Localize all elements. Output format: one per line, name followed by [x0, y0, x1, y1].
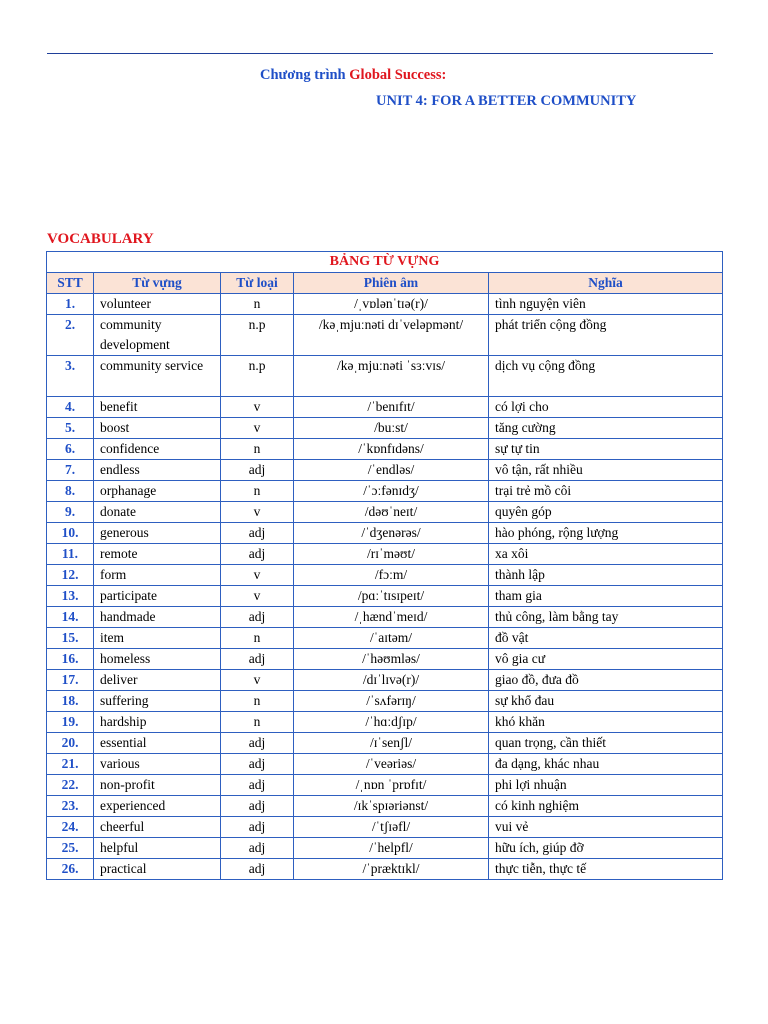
row-number: 26. [47, 859, 94, 880]
meaning: phát triển cộng đồng [489, 315, 723, 356]
vocab-word: experienced [94, 796, 221, 817]
phonetic-transcription: /ˈtʃɪəfl/ [294, 817, 489, 838]
part-of-speech: adj [221, 775, 294, 796]
part-of-speech: n [221, 712, 294, 733]
meaning: tăng cường [489, 418, 723, 439]
table-row [47, 859, 723, 880]
part-of-speech: n.p [221, 356, 294, 397]
part-of-speech: adj [221, 460, 294, 481]
row-number: 3. [47, 356, 94, 397]
phonetic-transcription: /ˌnɒn ˈprɒfɪt/ [294, 775, 489, 796]
row-number: 12. [47, 565, 94, 586]
unit-title: UNIT 4: FOR A BETTER COMMUNITY [376, 93, 637, 109]
table-row [47, 502, 723, 523]
table-row [47, 586, 723, 607]
table-row [47, 691, 723, 712]
row-number: 10. [47, 523, 94, 544]
table-row [47, 315, 723, 356]
meaning: dịch vụ cộng đồng [489, 356, 723, 397]
vocab-word: homeless [94, 649, 221, 670]
phonetic-transcription: /dɪˈlɪvə(r)/ [294, 670, 489, 691]
table-header-row [47, 273, 723, 294]
meaning: giao đồ, đưa đồ [489, 670, 723, 691]
meaning: hào phóng, rộng lượng [489, 523, 723, 544]
table-row [47, 838, 723, 859]
row-number: 1. [47, 294, 94, 315]
meaning: trại trẻ mồ côi [489, 481, 723, 502]
meaning: khó khăn [489, 712, 723, 733]
table-body [47, 294, 723, 880]
vocab-word: generous [94, 523, 221, 544]
vocab-word: community service [94, 356, 221, 397]
part-of-speech: adj [221, 859, 294, 880]
vocab-word: non-profit [94, 775, 221, 796]
table-row [47, 670, 723, 691]
table-row [47, 481, 723, 502]
vocabulary-table [46, 251, 723, 880]
vocab-word: orphanage [94, 481, 221, 502]
row-number: 17. [47, 670, 94, 691]
phonetic-transcription: /kəˌmjuːnəti dɪˈveləpmənt/ [294, 315, 489, 356]
meaning: phi lợi nhuận [489, 775, 723, 796]
table-row [47, 649, 723, 670]
table-row [47, 712, 723, 733]
meaning: xa xôi [489, 544, 723, 565]
vocab-word: various [94, 754, 221, 775]
program-prefix: Chương trình [260, 67, 350, 83]
row-number: 16. [47, 649, 94, 670]
phonetic-transcription: /ˈɔːfənɪdʒ/ [294, 481, 489, 502]
part-of-speech: n [221, 481, 294, 502]
column-header-ipa: Phiên âm [294, 273, 489, 294]
row-number: 8. [47, 481, 94, 502]
meaning: vô gia cư [489, 649, 723, 670]
row-number: 18. [47, 691, 94, 712]
part-of-speech: n [221, 691, 294, 712]
phonetic-transcription: /ˈpræktɪkl/ [294, 859, 489, 880]
row-number: 7. [47, 460, 94, 481]
part-of-speech: adj [221, 607, 294, 628]
row-number: 22. [47, 775, 94, 796]
meaning: sự tự tin [489, 439, 723, 460]
table-row [47, 544, 723, 565]
part-of-speech: n [221, 294, 294, 315]
table-row [47, 607, 723, 628]
phonetic-transcription: /ˈaɪtəm/ [294, 628, 489, 649]
row-number: 6. [47, 439, 94, 460]
vocab-word: essential [94, 733, 221, 754]
column-header-stt: STT [47, 273, 94, 294]
part-of-speech: adj [221, 796, 294, 817]
meaning: vui vẻ [489, 817, 723, 838]
table-row [47, 796, 723, 817]
vocab-word: boost [94, 418, 221, 439]
column-header-meaning: Nghĩa [489, 273, 723, 294]
table-row [47, 817, 723, 838]
vocab-word: confidence [94, 439, 221, 460]
meaning: thực tiễn, thực tế [489, 859, 723, 880]
row-number: 2. [47, 315, 94, 356]
meaning: đồ vật [489, 628, 723, 649]
table-row [47, 460, 723, 481]
vocab-word: benefit [94, 397, 221, 418]
meaning: thành lập [489, 565, 723, 586]
row-number: 15. [47, 628, 94, 649]
phonetic-transcription: /ˈveəriəs/ [294, 754, 489, 775]
row-number: 9. [47, 502, 94, 523]
phonetic-transcription: /ˌhændˈmeɪd/ [294, 607, 489, 628]
meaning: thủ công, làm bằng tay [489, 607, 723, 628]
table-row [47, 565, 723, 586]
table-row [47, 733, 723, 754]
meaning: quyên góp [489, 502, 723, 523]
row-number: 23. [47, 796, 94, 817]
phonetic-transcription: /rɪˈməʊt/ [294, 544, 489, 565]
meaning: vô tận, rất nhiều [489, 460, 723, 481]
meaning: có kinh nghiệm [489, 796, 723, 817]
table-caption: BẢNG TỪ VỰNG [47, 252, 723, 273]
table-row [47, 356, 723, 397]
part-of-speech: adj [221, 649, 294, 670]
table-row [47, 397, 723, 418]
part-of-speech: adj [221, 544, 294, 565]
row-number: 24. [47, 817, 94, 838]
part-of-speech: adj [221, 817, 294, 838]
phonetic-transcription: /fɔːm/ [294, 565, 489, 586]
vocab-word: volunteer [94, 294, 221, 315]
part-of-speech: n [221, 439, 294, 460]
phonetic-transcription: /dəʊˈneɪt/ [294, 502, 489, 523]
vocab-word: form [94, 565, 221, 586]
section-title: VOCABULARY [47, 231, 154, 247]
phonetic-transcription: /ˈdʒenərəs/ [294, 523, 489, 544]
vocab-word: suffering [94, 691, 221, 712]
meaning: tình nguyện viên [489, 294, 723, 315]
table-row [47, 439, 723, 460]
meaning: sự khổ đau [489, 691, 723, 712]
phonetic-transcription: /ˈhəʊmləs/ [294, 649, 489, 670]
phonetic-transcription: /ˌvɒlənˈtɪə(r)/ [294, 294, 489, 315]
phonetic-transcription: /pɑːˈtɪsɪpeɪt/ [294, 586, 489, 607]
vocab-word: community development [94, 315, 221, 356]
meaning: hữu ích, giúp đỡ [489, 838, 723, 859]
vocab-word: donate [94, 502, 221, 523]
part-of-speech: adj [221, 754, 294, 775]
vocab-word: endless [94, 460, 221, 481]
table-row [47, 418, 723, 439]
phonetic-transcription: /buːst/ [294, 418, 489, 439]
meaning: quan trọng, cần thiết [489, 733, 723, 754]
vocab-word: remote [94, 544, 221, 565]
meaning: tham gia [489, 586, 723, 607]
vocab-word: deliver [94, 670, 221, 691]
meaning: đa dạng, khác nhau [489, 754, 723, 775]
row-number: 21. [47, 754, 94, 775]
program-title [0, 67, 768, 84]
table-row [47, 628, 723, 649]
vocab-word: participate [94, 586, 221, 607]
part-of-speech: v [221, 418, 294, 439]
row-number: 19. [47, 712, 94, 733]
row-number: 5. [47, 418, 94, 439]
vocab-word: helpful [94, 838, 221, 859]
part-of-speech: adj [221, 838, 294, 859]
row-number: 14. [47, 607, 94, 628]
part-of-speech: adj [221, 523, 294, 544]
vocab-word: hardship [94, 712, 221, 733]
part-of-speech: v [221, 586, 294, 607]
phonetic-transcription: /kəˌmjuːnəti ˈsɜːvɪs/ [294, 356, 489, 397]
row-number: 4. [47, 397, 94, 418]
row-number: 13. [47, 586, 94, 607]
column-header-word: Từ vựng [94, 273, 221, 294]
part-of-speech: adj [221, 733, 294, 754]
vocab-word: handmade [94, 607, 221, 628]
phonetic-transcription: /ˈkɒnfɪdəns/ [294, 439, 489, 460]
table-row [47, 754, 723, 775]
table-row [47, 523, 723, 544]
part-of-speech: v [221, 397, 294, 418]
vocab-word: item [94, 628, 221, 649]
phonetic-transcription: /ˈhelpfl/ [294, 838, 489, 859]
table-row [47, 775, 723, 796]
row-number: 25. [47, 838, 94, 859]
part-of-speech: v [221, 565, 294, 586]
table-row [47, 294, 723, 315]
phonetic-transcription: /ˈendləs/ [294, 460, 489, 481]
row-number: 20. [47, 733, 94, 754]
part-of-speech: n.p [221, 315, 294, 356]
header-rule [47, 53, 713, 54]
phonetic-transcription: /ˈbenɪfɪt/ [294, 397, 489, 418]
phonetic-transcription: /ɪkˈspɪəriənst/ [294, 796, 489, 817]
part-of-speech: v [221, 670, 294, 691]
phonetic-transcription: /ɪˈsenʃl/ [294, 733, 489, 754]
column-header-pos: Từ loại [221, 273, 294, 294]
part-of-speech: v [221, 502, 294, 523]
phonetic-transcription: /ˈhɑːdʃɪp/ [294, 712, 489, 733]
phonetic-transcription: /ˈsʌfərɪŋ/ [294, 691, 489, 712]
vocab-word: practical [94, 859, 221, 880]
vocab-word: cheerful [94, 817, 221, 838]
program-brand: Global Success: [349, 67, 447, 83]
row-number: 11. [47, 544, 94, 565]
part-of-speech: n [221, 628, 294, 649]
meaning: có lợi cho [489, 397, 723, 418]
